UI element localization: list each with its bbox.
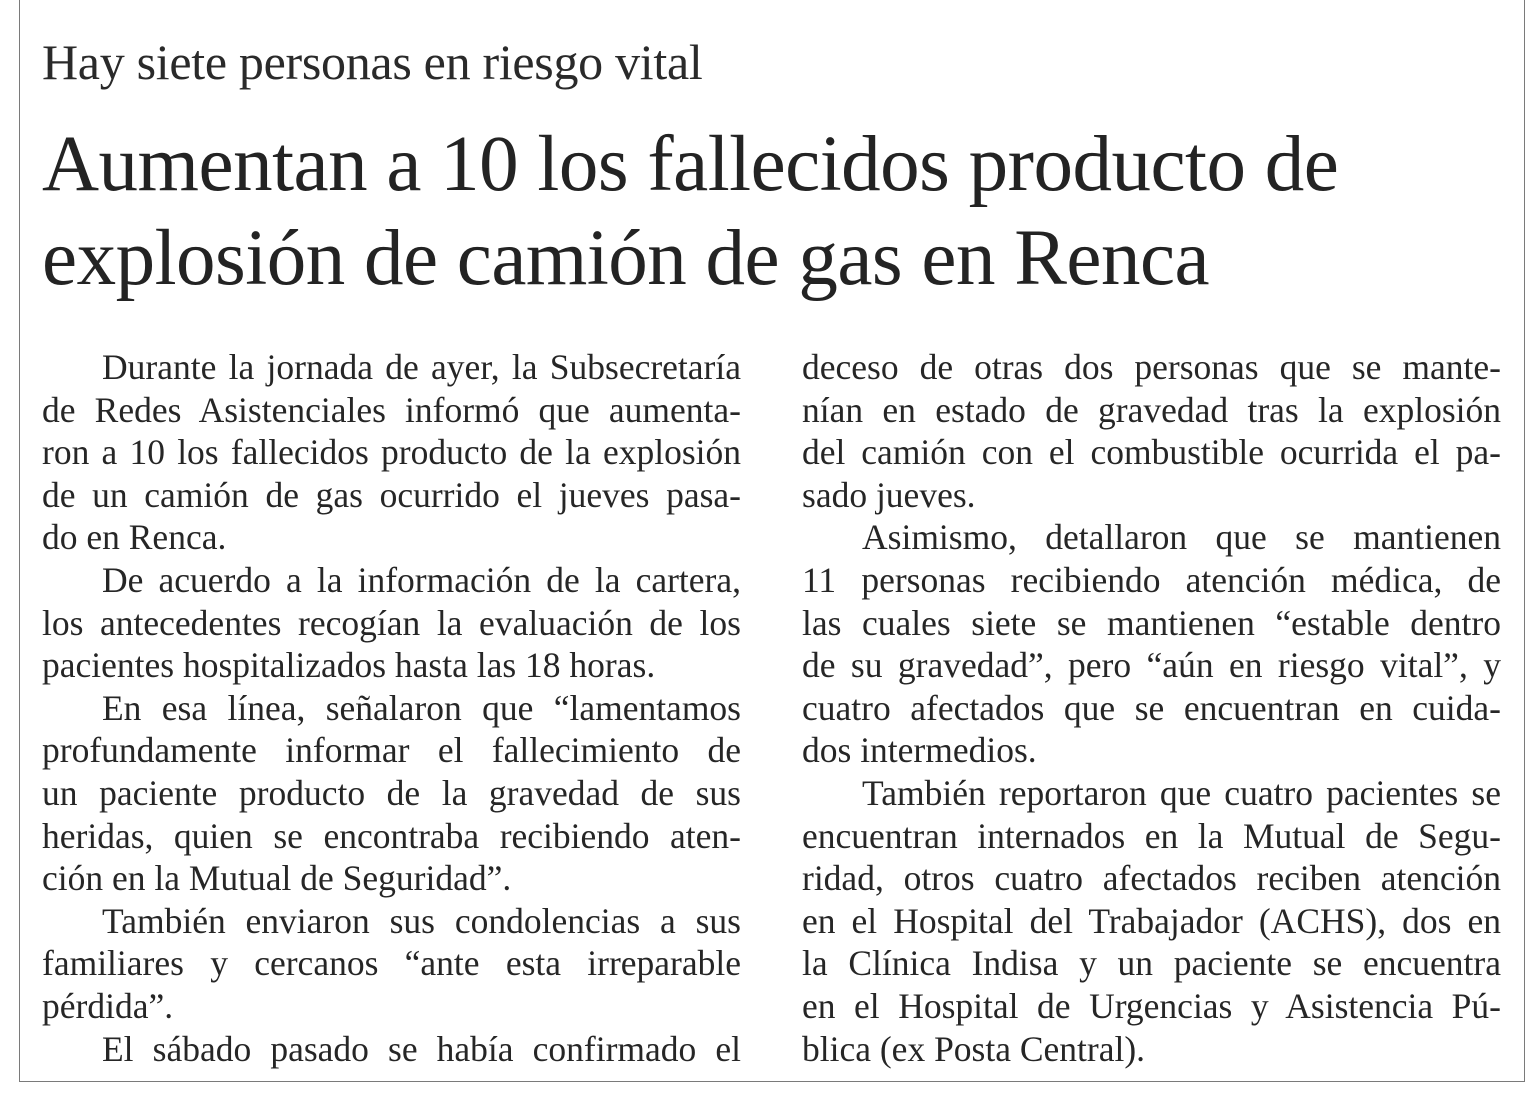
headline-line: Aumentan a 10 los fallecidos producto de [42,121,1339,208]
article-body-right-column [802,346,1501,1070]
body-text-line: De acuerdo a la información de la cartera, [102,559,741,600]
body-text-line: También reportaron que cuatro pacientes se [862,772,1501,813]
body-text-line: El sábado pasado se había confirmado el [102,1028,741,1069]
body-text-line: encuentran internados en la Mutual de Segu- [802,815,1501,856]
article-headline [42,118,1502,306]
body-text-line: pérdida”. [42,985,174,1026]
body-text-line: profundamente informar el fallecimiento de [42,730,741,771]
body-text-line: cuatro afectados que se encuentran en cuida- [802,687,1501,728]
body-text-line: sado jueves. [802,474,976,515]
body-text-line: los antecedentes recogían la evaluación de los [42,602,741,643]
body-text-line: en el Hospital de Urgencias y Asistencia Pú- [802,985,1501,1026]
body-text-line: heridas, quien se encontraba recibiendo aten- [42,815,741,856]
body-text-line: También enviaron sus condolencias a sus [102,900,741,941]
body-text-line: blica (ex Posta Central). [802,1028,1146,1069]
body-text-line: las cuales siete se mantienen “estable dentro [802,602,1501,643]
body-text-line: dos intermedios. [802,730,1037,771]
body-text-line: 11 personas recibiendo atención médica, de [802,559,1501,600]
body-text-line: Asimismo, detallaron que se mantienen [862,517,1501,558]
body-text-line: nían en estado de gravedad tras la explosión [802,389,1501,430]
body-text-line: pacientes hospitalizados hasta las 18 horas. [42,645,656,686]
body-text-line: de su gravedad”, pero “aún en riesgo vital”, y [802,645,1501,686]
body-text-line: un paciente producto de la gravedad de sus [42,772,741,813]
headline-line: explosión de camión de gas en Renca [42,215,1210,302]
body-text-line: familiares y cercanos “ante esta irreparable [42,943,741,984]
body-text-line: en el Hospital del Trabajador (ACHS), dos en [802,900,1501,941]
body-text-line: de Redes Asistenciales informó que aumenta- [42,389,741,430]
body-text-line: la Clínica Indisa y un paciente se encuentra [802,943,1501,984]
body-text-line: ron a 10 los fallecidos producto de la explosión [42,432,741,473]
body-text-line: de un camión de gas ocurrido el jueves pasa- [42,474,741,515]
body-text-line: ridad, otros cuatro afectados reciben atención [802,858,1501,899]
body-text-line: do en Renca. [42,517,227,558]
body-text-line: deceso de otras dos personas que se mante- [802,347,1501,387]
article-body-left-column [42,346,741,1070]
body-text-line: En esa línea, señalaron que “lamentamos [102,687,741,728]
body-text-line: Durante la jornada de ayer, la Subsecretaría [102,347,741,387]
article-kicker: Hay siete personas en riesgo vital [42,34,703,90]
body-text-line: del camión con el combustible ocurrida el pa- [802,432,1501,473]
body-text-line: ción en la Mutual de Seguridad”. [42,858,512,899]
